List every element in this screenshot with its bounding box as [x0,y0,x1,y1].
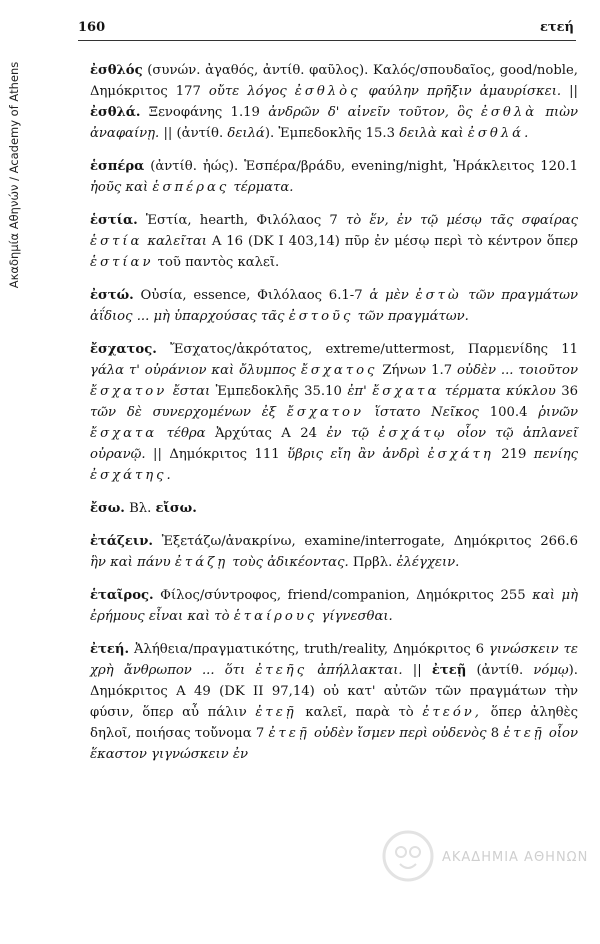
entry-text-segment: ἐστὼ [415,288,462,303]
entry-text-segment: τοῦ παντὸς καλεῖ. [153,255,280,270]
entry-headword: ἐσθλός [90,63,143,78]
entry-text-segment: τέθρα [157,426,206,441]
entry-text-segment: ἐσθλὸς [294,84,361,99]
entry-text-segment: οὐδὲν ἴσμεν περὶ οὐδενὸς [309,726,487,741]
entry-text-segment: Ἑστία, hearth, Φιλόλαος 7 [137,213,346,228]
entry-text-segment: οἷον τῷ ἀπλανεῖ οὐρανῷ. [90,426,579,462]
dictionary-entry [90,498,578,519]
entry-text-segment: ἐσχάτη [427,447,494,462]
entry-text-segment: ἐσχάτῳ [378,426,448,441]
entry-text-segment: ἔσχατον [286,405,365,420]
entry-text-segment: ἔσται [167,384,211,399]
entry-text-segment: 36 [555,384,578,399]
owl-emblem-icon [380,828,436,884]
entry-text-segment: οὔτε λόγος [208,84,287,99]
entry-text-segment: ). Δημόκριτος Α 49 (DK II 97,14) οὐ κατ' αὐτῶν τῶν πραγμάτων τὴν φύσιν, ὅπερ αὖ πάλιν [90,663,578,720]
entry-text-segment: ἔσχατον [90,384,168,399]
entry-headword: ἑστία. [90,213,138,228]
entry-text-segment: ἔσχατος [300,363,378,378]
entry-text-segment: Πρβλ. [348,555,397,570]
page-header [78,18,576,41]
entry-text-segment: Ζήνων 1.7 [377,363,457,378]
entry-text-segment: τὸ ἕν, ἐν τῷ μέσῳ τᾶς σφαίρας [345,213,579,228]
entry-text-segment [473,105,481,120]
entry-text-segment: ἑστίαν [90,255,154,270]
entry-text-segment: δειλά [227,126,265,141]
dictionary-entry [90,210,578,273]
entry-text-segment: ἐσθλὰ [480,105,538,120]
entry-headword: ἔσχατος. [90,342,157,357]
entry-text-segment: γάλα τ' οὐράνιον καὶ ὄλυμπος [90,363,296,378]
entry-text-segment: ἁ μὲν [369,288,409,303]
entry-text-segment: Βλ. [124,501,156,516]
side-label-text: Ακαδημία Αθηνών / Academy of Athens [7,61,21,289]
dictionary-entry [90,531,578,573]
dictionary-entry [90,60,578,144]
entry-text-segment: (συνών. ἀγαθός, ἀντίθ. φαῦλος). Καλός/σπουδαῖος, good/noble, Δημόκριτος 177 [90,63,578,99]
entry-text-segment: 8 [486,726,504,741]
entry-text-segment: γίγνεσθαι. [317,609,393,624]
entry-text-segment: ἐλέγχειν. [396,555,460,570]
entry-text-segment: Οὐσία, essence, Φιλόλαος 6.1-7 [133,288,370,303]
entry-text-segment: ἑστία [90,234,143,249]
entry-text-segment: φαύλην πρῆξιν ἀμαυρίσκει. [360,84,562,99]
dictionary-entry [90,639,578,765]
entry-text-segment: ὅπερ ἀληθὲς δηλοῖ, ποιήσας τοὔνομα 7 [90,705,578,741]
entry-text-segment: ἠοῦς καὶ [90,180,149,195]
entry-text-segment: ῥινῶν [538,405,578,420]
entry-text-segment: Ξενοφάνης 1.19 [140,105,269,120]
entry-headword: ἑσπέρα [90,159,145,174]
entry-text-segment: δειλὰ καὶ [399,126,464,141]
entry-text-segment: Ἐμπεδοκλῆς 35.10 [210,384,348,399]
entry-text-segment: ἐτεῇ [255,705,297,720]
entry-text-segment [409,288,416,303]
academy-watermark [380,828,589,884]
entry-headword: ἐστώ. [90,288,134,303]
entry-text-segment: τῶν πραγμάτων. [353,309,469,324]
entry-text-segment: ἵστατο Νεῖκος [364,405,479,420]
entry-text-segment: || [402,663,432,678]
entry-text-segment: ἔσχατα [90,426,158,441]
entry-text-segment: ἐσθλά. [90,105,141,120]
entry-text-segment: || (ἀντίθ. [159,126,228,141]
entry-text-segment: ὕβρις εἴη ἂν ἀνδρὶ [287,447,421,462]
entry-headword: ἔσω. [90,501,125,516]
entry-text-segment: ἐτεῆς [255,663,308,678]
entry-headword: ἐτεή. [90,642,130,657]
entry-text-segment: ἐσχάτης. [90,468,174,483]
entry-text-segment: ἀνδρῶν δ' αἰνεῖν τοῦτον, ὃς [268,105,473,120]
entry-text-segment: Α 16 (DK I 403,14) πῦρ ἐν μέσῳ περὶ τὸ κέντρον ὅπερ [206,234,578,249]
entry-text-segment: ἐν τῷ [326,426,370,441]
entry-text-segment: ἐτεῇ [431,663,467,678]
entry-text-segment [276,405,287,420]
entry-text-segment: καλεῖται [142,234,207,249]
entry-text-segment: τέρματα κύκλου [439,384,556,399]
entry-text-segment: τῶν δὲ συνερχομένων ἐξ [90,405,276,420]
entry-text-segment [287,84,295,99]
entry-text-segment: ἣν καὶ πάνυ [90,555,171,570]
entry-text-segment: γινώσκειν τε χρὴ ἄνθρωπον ... ὅτι [90,642,578,678]
entry-text-segment: ἐτεῇ [268,726,310,741]
entry-text-segment: πιὼν ἀναφαίνῃ. [90,105,578,141]
dictionary-entry [90,156,578,198]
entry-text-segment: (ἀντίθ. [466,663,534,678]
entry-text-segment: ἐστοῦς [288,309,354,324]
entry-text-segment [420,447,427,462]
dictionary-entry [90,585,578,627]
entry-headword: ἐτάζειν. [90,534,153,549]
dictionary-entry [90,285,578,327]
entry-text-segment: οἷον ἕκαστον γιγνώσκειν ἐν [90,726,578,762]
entry-text-segment: τέρματα. [229,180,294,195]
entry-text-segment: Ἔσχατος/ἀκρότατος, extreme/uttermost, Παρμενίδης 11 [156,342,578,357]
entry-text-segment: ἐτάζῃ [174,555,229,570]
entry-text-segment: τῶν πραγμάτων ἀΐδιος ... μὴ ὑπαρχούσας τᾶς [90,288,579,324]
entry-text-segment: οὐδὲν ... τοιοῦτον [456,363,578,378]
entry-text-segment: καὶ μὴ ἐρήμους εἶναι καὶ τὸ [90,588,579,624]
entry-headword: ἑταῖρος. [90,588,154,603]
entry-text-segment: ἑταίρους [233,609,318,624]
entry-text-segment: Ἀρχύτας Α 24 [205,426,327,441]
entry-text-segment: ἐσθλά. [467,126,532,141]
watermark-text: ΑΚΑΔΗΜΙΑ ΑΘΗΝΩΝ [442,850,589,865]
entry-text-segment: νόμῳ [533,663,569,678]
entry-text-segment: (ἀντίθ. ἠώς). Ἑσπέρα/βράδυ, evening/night, Ἡράκλειτος 120.1 [144,159,578,174]
entry-text-segment: 219 [493,447,534,462]
entry-text-segment: εἴσω. [155,501,197,516]
entry-text-segment: ἑσπέρας [152,180,230,195]
entry-text-segment: || Δημόκριτος 111 [145,447,288,462]
side-watermark-label [2,44,26,306]
entry-text-segment: καλεῖ, παρὰ τὸ [296,705,423,720]
entry-text-segment: ἐπ' [347,384,367,399]
entry-text-segment [245,663,255,678]
page-number: 160 [78,20,106,35]
entry-text-segment: ἀπήλλακται. [307,663,403,678]
entry-text-segment: ἐτεόν, [422,705,482,720]
entry-text-segment: Φίλος/σύντροφος, friend/companion, Δημόκριτος 255 [153,588,533,603]
entry-text-segment: ). Ἐμπεδοκλῆς 15.3 [264,126,400,141]
entry-text-segment: Ἐξετάζω/ἀνακρίνω, examine/interrogate, Δημόκριτος 266.6 [153,534,578,549]
entry-text-segment: || [561,84,578,99]
entry-text-segment: ἐτεῇ [503,726,545,741]
entry-text-segment: Ἀλήθεια/πραγματικότης, truth/reality, Δημόκριτος 6 [129,642,489,657]
entry-text-segment: ἔσχατα [372,384,440,399]
entry-text-segment: πενίης [533,447,579,462]
dictionary-entries [90,60,578,777]
dictionary-entry [90,339,578,486]
entry-text-segment: τοὺς ἀδικέοντας. [228,555,349,570]
entry-text-segment: 100.4 [478,405,539,420]
running-head: ετεή [539,20,574,35]
